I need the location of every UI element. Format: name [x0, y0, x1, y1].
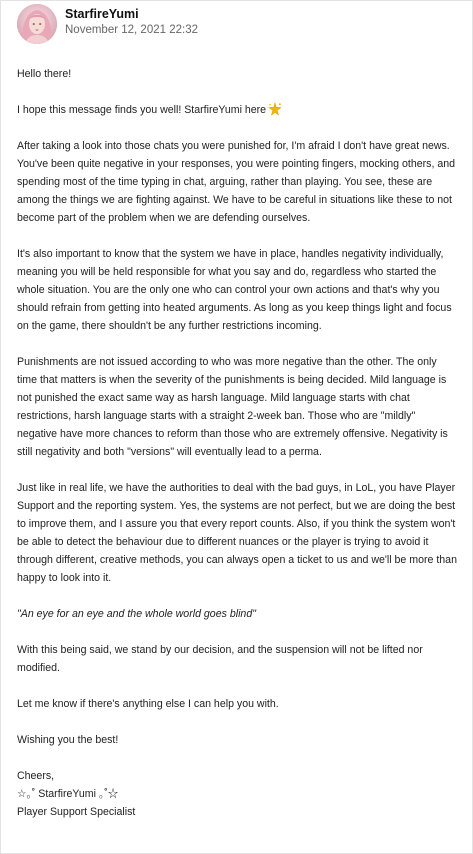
signature-name: ☆｡˚ StarfireYumi ｡˚☆ — [17, 788, 119, 800]
message-timestamp: November 12, 2021 22:32 — [65, 24, 198, 36]
sparkle-emoji-icon — [268, 102, 282, 116]
paragraph-punishment-severity: Punishments are not issued according to who was more negative than the other. The only time that matters is when the severity of the punishments is being decided. Mild language is not punished the exact same way as harsh language. Mild language starts with chat restrictions, harsh language starts with a straight 2-week ban. Those who are "mildly" negative have more chances to reform than those who are extremely offensive. Negativity is still negativity and both "versions" will eventually lead to a perma. — [17, 356, 448, 458]
paragraph-player-support: Just like in real life, we have the authorities to deal with the bad guys, in LoL, you have Player Support and the reporting system. Yes, the systems are not perfect, but we are doing the best to improve them, and I assure you that every report counts. Also, if you think the system won't be able to detect the behaviour due to different nuances or the player is trying to avoid it through different, creative methods, you can always open a ticket to us and we'll be more than happy to look into it. — [17, 482, 457, 584]
author-name[interactable]: StarfireYumi — [65, 7, 139, 21]
greeting — [17, 65, 458, 83]
wishes: Wishing you the best! — [17, 734, 119, 746]
author-meta — [65, 4, 198, 37]
paragraph-punished-chats: After taking a look into those chats you were punished for, I'm afraid I don't have great news. You've been quite negative in your responses, you were pointing fingers, mocking others, and spending most of the time typing in chat, arguing, rather than playing. You see, these are among the things we are fighting against. We have to be careful in situations like these to not become part of the problem when we are defending ourselves. — [17, 140, 456, 224]
intro — [17, 101, 458, 119]
intro-text: I hope this message finds you well! StarfireYumi here — [17, 104, 267, 116]
avatar-portrait-icon — [17, 4, 57, 44]
signature-title: Player Support Specialist — [17, 806, 136, 818]
paragraph-help-offer: Let me know if there's anything else I can help you with. — [17, 698, 279, 710]
paragraph-system-negativity: It's also important to know that the system we have in place, handles negativity individually, meaning you will be held responsible for what you say and do, regardless who started the whole situation. You are the only one who can control your own actions and that's why you should refrain from getting into heated arguments. As long as you keep things light and focus on the game, there shouldn't be any further restrictions incoming. — [17, 248, 452, 332]
message-header — [17, 4, 198, 48]
signoff: Cheers, — [17, 770, 55, 782]
greeting-text: Hello there! — [17, 68, 72, 80]
message-body — [17, 65, 458, 821]
paragraph-decision: With this being said, we stand by our decision, and the suspension will not be lifted nor modified. — [17, 644, 423, 674]
quote: "An eye for an eye and the whole world goes blind" — [17, 608, 256, 620]
avatar[interactable] — [17, 4, 57, 44]
